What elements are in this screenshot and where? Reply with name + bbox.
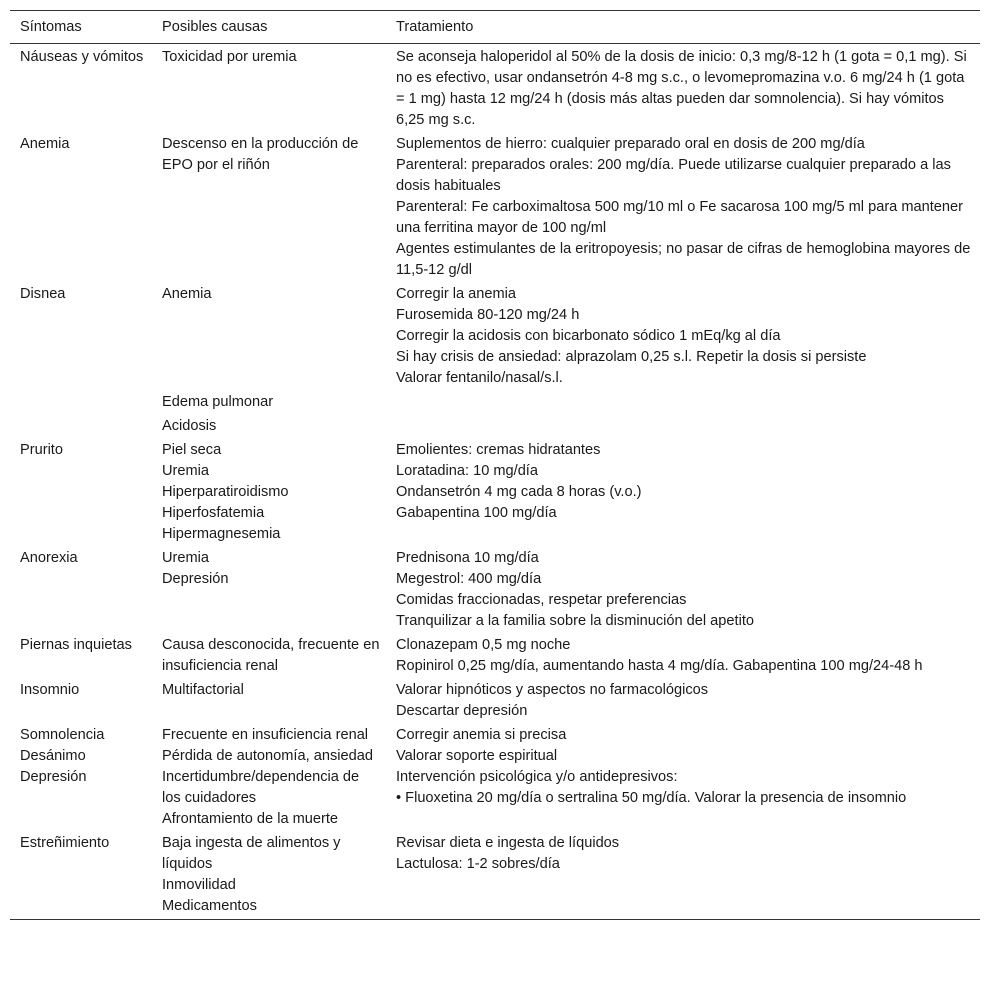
causes-line: Hiperparatiroidismo	[162, 484, 289, 500]
table-row	[10, 437, 980, 545]
symptom-line: Somnolencia	[20, 727, 105, 743]
causes-line: Uremia	[162, 463, 210, 479]
treatment-line: Valorar fentanilo/nasal/s.l.	[396, 370, 563, 386]
treatment-cell	[386, 677, 980, 722]
treatment-line: Corregir la anemia	[396, 286, 517, 302]
causes-line: Acidosis	[162, 418, 217, 434]
treatment-cell	[386, 131, 980, 281]
header-row	[10, 11, 980, 44]
table-row	[10, 44, 980, 132]
header-symptoms: Síntomas	[10, 11, 152, 44]
treatment-line: Loratadina: 10 mg/día	[396, 463, 538, 479]
symptom-line: Disnea	[20, 286, 66, 302]
symptom-line: Náuseas y vómitos	[20, 49, 144, 65]
treatment-line: Megestrol: 400 mg/día	[396, 571, 542, 587]
causes-cell	[152, 131, 386, 281]
table-row	[10, 413, 980, 437]
causes-line: Causa desconocida, frecuente en insuficiencia renal	[162, 637, 380, 674]
treatment-line: Lactulosa: 1-2 sobres/día	[396, 856, 560, 872]
symptom-cell	[10, 437, 152, 545]
treatment-line: Ropinirol 0,25 mg/día, aumentando hasta 4 mg/día. Gabapentina 100 mg/24-48 h	[396, 658, 923, 674]
treatment-line: Comidas fraccionadas, respetar preferencias	[396, 592, 687, 608]
causes-line: Frecuente en insuficiencia renal	[162, 727, 369, 743]
treatment-cell	[386, 545, 980, 632]
treatment-line: Valorar soporte espiritual	[396, 748, 558, 764]
symptom-cell	[10, 632, 152, 677]
treatment-line: Valorar hipnóticos y aspectos no farmacológicos	[396, 682, 709, 698]
causes-line: Incertidumbre/dependencia de los cuidadores	[162, 769, 360, 806]
symptom-cell	[10, 389, 152, 413]
symptom-line: Insomnio	[20, 682, 80, 698]
causes-line: Afrontamiento de la muerte	[162, 811, 339, 827]
treatment-line: Tranquilizar a la familia sobre la disminución del apetito	[396, 613, 754, 629]
treatment-cell	[386, 44, 980, 132]
treatment-line: Furosemida 80-120 mg/24 h	[396, 307, 580, 323]
symptom-line: Estreñimiento	[20, 835, 110, 851]
treatment-cell	[386, 632, 980, 677]
causes-line: Depresión	[162, 571, 229, 587]
table-body	[10, 44, 980, 920]
symptom-cell	[10, 281, 152, 389]
table-row	[10, 389, 980, 413]
causes-line: Toxicidad por uremia	[162, 49, 297, 65]
table-row	[10, 131, 980, 281]
table-row	[10, 677, 980, 722]
causes-line: Hipermagnesemia	[162, 526, 281, 542]
treatment-line: Se aconseja haloperidol al 50% de la dosis de inicio: 0,3 mg/8-12 h (1 gota = 0,1 mg). Si no es efectivo, usar ondansetrón 4-8 mg s.c., o levomepromazina v.o. 6 mg/24 h (1 gota = 1 mg) hasta 12 mg/24 h (dosis más altas pueden dar somnolencia). Si hay vómitos 6,25 mg s.c.	[396, 49, 967, 128]
treatment-line: Ondansetrón 4 mg cada 8 horas (v.o.)	[396, 484, 642, 500]
treatment-line: Prednisona 10 mg/día	[396, 550, 539, 566]
symptom-line: Anorexia	[20, 550, 78, 566]
causes-line: Anemia	[162, 286, 212, 302]
table-row	[10, 545, 980, 632]
table-row	[10, 830, 980, 920]
treatment-cell	[386, 389, 980, 413]
table-wrapper	[10, 10, 980, 920]
treatment-line: Agentes estimulantes de la eritropoyesis; no pasar de cifras de hemoglobina mayores de 11,5-12 g/dl	[396, 241, 971, 278]
symptom-cell	[10, 44, 152, 132]
symptoms-table	[10, 10, 980, 920]
header-causes: Posibles causas	[152, 11, 386, 44]
header-treatment: Tratamiento	[386, 11, 980, 44]
causes-line: Inmovilidad	[162, 877, 236, 893]
causes-cell	[152, 722, 386, 830]
causes-line: Edema pulmonar	[162, 394, 274, 410]
symptom-cell	[10, 131, 152, 281]
causes-line: Descenso en la producción de EPO por el riñón	[162, 136, 359, 173]
table-row	[10, 632, 980, 677]
treatment-line: Parenteral: preparados orales: 200 mg/día. Puede utilizarse cualquier preparado a las dosis habituales	[396, 157, 951, 194]
treatment-cell	[386, 281, 980, 389]
treatment-line: Si hay crisis de ansiedad: alprazolam 0,25 s.l. Repetir la dosis si persiste	[396, 349, 867, 365]
causes-line: Pérdida de autonomía, ansiedad	[162, 748, 373, 764]
causes-line: Medicamentos	[162, 898, 257, 914]
causes-cell	[152, 830, 386, 920]
causes-cell	[152, 632, 386, 677]
treatment-line: Emolientes: cremas hidratantes	[396, 442, 601, 458]
causes-cell	[152, 677, 386, 722]
treatment-line: Corregir anemia si precisa	[396, 727, 567, 743]
treatment-line: Parenteral: Fe carboximaltosa 500 mg/10 ml o Fe sacarosa 100 mg/5 ml para mantener una ferritina mayor de 100 ng/ml	[396, 199, 963, 236]
symptom-cell	[10, 830, 152, 920]
table-header	[10, 11, 980, 44]
causes-line: Piel seca	[162, 442, 222, 458]
treatment-line: Intervención psicológica y/o antidepresivos:	[396, 769, 678, 785]
symptom-line: Anemia	[20, 136, 70, 152]
symptom-line: Prurito	[20, 442, 63, 458]
symptom-cell	[10, 677, 152, 722]
treatment-cell	[386, 830, 980, 920]
causes-cell	[152, 437, 386, 545]
causes-cell	[152, 44, 386, 132]
treatment-line: Suplementos de hierro: cualquier preparado oral en dosis de 200 mg/día	[396, 136, 865, 152]
causes-cell	[152, 413, 386, 437]
symptom-cell	[10, 722, 152, 830]
symptom-cell	[10, 545, 152, 632]
causes-cell	[152, 281, 386, 389]
treatment-cell	[386, 722, 980, 830]
causes-line: Baja ingesta de alimentos y líquidos	[162, 835, 341, 872]
treatment-cell	[386, 437, 980, 545]
table-row	[10, 281, 980, 389]
causes-cell	[152, 389, 386, 413]
causes-line: Uremia	[162, 550, 210, 566]
treatment-line: Descartar depresión	[396, 703, 528, 719]
symptom-line: Piernas inquietas	[20, 637, 132, 653]
symptom-line: Desánimo	[20, 748, 86, 764]
treatment-line: Clonazepam 0,5 mg noche	[396, 637, 571, 653]
causes-line: Multifactorial	[162, 682, 244, 698]
treatment-line: Revisar dieta e ingesta de líquidos	[396, 835, 620, 851]
symptom-line: Depresión	[20, 769, 87, 785]
treatment-cell	[386, 413, 980, 437]
treatment-line: Corregir la acidosis con bicarbonato sódico 1 mEq/kg al día	[396, 328, 781, 344]
table-row	[10, 722, 980, 830]
causes-line: Hiperfosfatemia	[162, 505, 265, 521]
symptom-cell	[10, 413, 152, 437]
treatment-line: Gabapentina 100 mg/día	[396, 505, 557, 521]
causes-cell	[152, 545, 386, 632]
treatment-line: • Fluoxetina 20 mg/día o sertralina 50 mg/día. Valorar la presencia de insomnio	[396, 790, 907, 806]
